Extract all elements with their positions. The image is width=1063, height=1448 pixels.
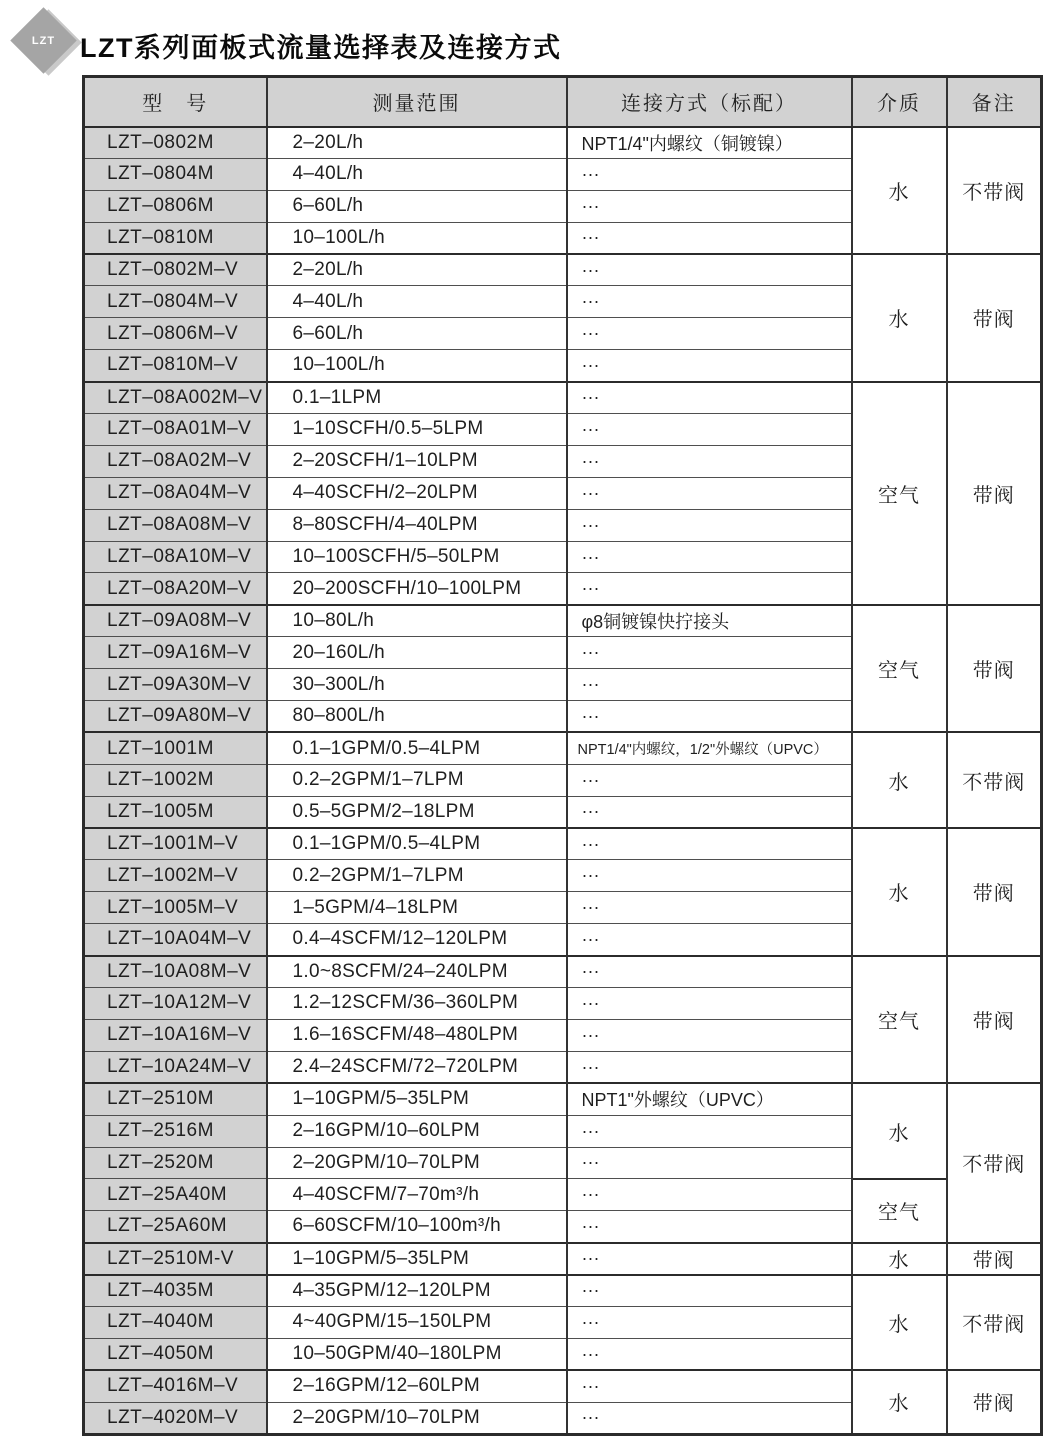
range-cell: 2–16GPM/10–60LPM — [267, 1115, 567, 1147]
remark-cell: 不带阀 — [947, 1275, 1042, 1371]
remark-cell: 带阀 — [947, 1370, 1042, 1434]
column-header-range: 测量范围 — [267, 77, 567, 127]
range-cell: 2–20GPM/10–70LPM — [267, 1147, 567, 1179]
range-cell: 2–20L/h — [267, 127, 567, 159]
connection-cell: ··· — [567, 701, 852, 733]
table-row — [84, 127, 1042, 159]
table-row — [84, 732, 1042, 764]
model-cell: LZT–08A02M–V — [84, 445, 267, 477]
range-cell: 2–16GPM/12–60LPM — [267, 1370, 567, 1402]
remark-cell: 不带阀 — [947, 127, 1042, 255]
model-cell: LZT–4050M — [84, 1338, 267, 1370]
range-cell: 2–20SCFH/1–10LPM — [267, 445, 567, 477]
page-title: LZT系列面板式流量选择表及连接方式 — [80, 33, 562, 63]
table-body — [84, 127, 1042, 1435]
table-row — [84, 254, 1042, 286]
connection-cell: ··· — [567, 1211, 852, 1243]
medium-cell: 空气 — [852, 956, 947, 1084]
model-cell: LZT–09A08M–V — [84, 605, 267, 637]
range-cell: 0.5–5GPM/2–18LPM — [267, 796, 567, 828]
medium-cell: 空气 — [852, 1179, 947, 1243]
connection-cell: ··· — [567, 669, 852, 701]
range-cell: 4–40SCFH/2–20LPM — [267, 477, 567, 509]
model-cell: LZT–08A002M–V — [84, 382, 267, 414]
connection-cell: ··· — [567, 541, 852, 573]
range-cell: 10–100SCFH/5–50LPM — [267, 541, 567, 573]
model-cell: LZT–10A04M–V — [84, 924, 267, 956]
table-row — [84, 1370, 1042, 1402]
connection-cell: ··· — [567, 1147, 852, 1179]
connection-cell: ··· — [567, 190, 852, 222]
medium-cell: 空气 — [852, 382, 947, 605]
model-cell: LZT–0810M — [84, 222, 267, 254]
connection-cell: ··· — [567, 158, 852, 190]
connection-cell: ··· — [567, 1115, 852, 1147]
range-cell: 1.6–16SCFM/48–480LPM — [267, 1019, 567, 1051]
remark-cell: 带阀 — [947, 828, 1042, 956]
connection-cell: ··· — [567, 1051, 852, 1083]
range-cell: 0.2–2GPM/1–7LPM — [267, 764, 567, 796]
connection-cell: φ8铜镀镍快拧接头 — [567, 605, 852, 637]
range-cell: 1.2–12SCFM/36–360LPM — [267, 988, 567, 1020]
connection-cell: ··· — [567, 860, 852, 892]
range-cell: 0.1–1GPM/0.5–4LPM — [267, 732, 567, 764]
connection-cell: ··· — [567, 254, 852, 286]
model-cell: LZT–0806M–V — [84, 318, 267, 350]
model-cell: LZT–08A01M–V — [84, 414, 267, 446]
table-row — [84, 605, 1042, 637]
model-cell: LZT–1001M–V — [84, 828, 267, 860]
model-cell: LZT–0806M — [84, 190, 267, 222]
connection-cell: ··· — [567, 796, 852, 828]
medium-cell: 水 — [852, 732, 947, 828]
medium-cell: 水 — [852, 1275, 947, 1371]
column-header-connection: 连接方式（标配） — [567, 77, 852, 127]
medium-cell: 水 — [852, 1243, 947, 1275]
range-cell: 0.1–1GPM/0.5–4LPM — [267, 828, 567, 860]
connection-cell: ··· — [567, 988, 852, 1020]
connection-cell: ··· — [567, 956, 852, 988]
range-cell: 2.4–24SCFM/72–720LPM — [267, 1051, 567, 1083]
model-cell: LZT–08A08M–V — [84, 509, 267, 541]
remark-cell: 带阀 — [947, 956, 1042, 1084]
logo-text: LZT — [31, 34, 56, 47]
model-cell: LZT–1001M — [84, 732, 267, 764]
selection-table — [82, 75, 1043, 1436]
remark-cell: 不带阀 — [947, 732, 1042, 828]
medium-cell: 水 — [852, 254, 947, 382]
connection-cell: ··· — [567, 637, 852, 669]
medium-cell: 空气 — [852, 605, 947, 733]
range-cell: 4–40SCFM/7–70m³/h — [267, 1179, 567, 1211]
range-cell: 1–10SCFH/0.5–5LPM — [267, 414, 567, 446]
connection-cell: ··· — [567, 573, 852, 605]
model-cell: LZT–25A60M — [84, 1211, 267, 1243]
remark-cell: 带阀 — [947, 382, 1042, 605]
connection-cell: NPT1/4"内螺纹，1/2"外螺纹（UPVC） — [567, 732, 852, 764]
range-cell: 2–20GPM/10–70LPM — [267, 1402, 567, 1434]
table-row — [84, 1179, 1042, 1211]
range-cell: 10–100L/h — [267, 350, 567, 382]
connection-cell: ··· — [567, 764, 852, 796]
model-cell: LZT–10A08M–V — [84, 956, 267, 988]
range-cell: 1.0~8SCFM/24–240LPM — [267, 956, 567, 988]
range-cell: 6–60SCFM/10–100m³/h — [267, 1211, 567, 1243]
column-header-remark: 备注 — [947, 77, 1042, 127]
range-cell: 10–80L/h — [267, 605, 567, 637]
model-cell: LZT–25A40M — [84, 1179, 267, 1211]
connection-cell: NPT1"外螺纹（UPVC） — [567, 1083, 852, 1115]
model-cell: LZT–0810M–V — [84, 350, 267, 382]
model-cell: LZT–1002M — [84, 764, 267, 796]
connection-cell: ··· — [567, 924, 852, 956]
model-cell: LZT–09A80M–V — [84, 701, 267, 733]
range-cell: 8–80SCFH/4–40LPM — [267, 509, 567, 541]
range-cell: 1–10GPM/5–35LPM — [267, 1243, 567, 1275]
remark-cell: 带阀 — [947, 254, 1042, 382]
model-cell: LZT–08A20M–V — [84, 573, 267, 605]
model-cell: LZT–4016M–V — [84, 1370, 267, 1402]
range-cell: 0.1–1LPM — [267, 382, 567, 414]
range-cell: 4–35GPM/12–120LPM — [267, 1275, 567, 1307]
lzt-logo — [4, 2, 84, 82]
connection-cell: ··· — [567, 1275, 852, 1307]
connection-cell: ··· — [567, 1179, 852, 1211]
range-cell: 4–40L/h — [267, 158, 567, 190]
connection-cell: ··· — [567, 286, 852, 318]
header-row — [84, 77, 1042, 127]
model-cell: LZT–2510M — [84, 1083, 267, 1115]
model-cell: LZT–4040M — [84, 1306, 267, 1338]
model-cell: LZT–4020M–V — [84, 1402, 267, 1434]
model-cell: LZT–0804M–V — [84, 286, 267, 318]
connection-cell: ··· — [567, 445, 852, 477]
range-cell: 0.2–2GPM/1–7LPM — [267, 860, 567, 892]
model-cell: LZT–2520M — [84, 1147, 267, 1179]
range-cell: 10–100L/h — [267, 222, 567, 254]
connection-cell: ··· — [567, 1370, 852, 1402]
range-cell: 4–40L/h — [267, 286, 567, 318]
range-cell: 30–300L/h — [267, 669, 567, 701]
medium-cell: 水 — [852, 1370, 947, 1434]
page-heading — [0, 0, 1063, 75]
model-cell: LZT–0804M — [84, 158, 267, 190]
connection-cell: ··· — [567, 892, 852, 924]
medium-cell: 水 — [852, 1083, 947, 1179]
model-cell: LZT–10A16M–V — [84, 1019, 267, 1051]
range-cell: 0.4–4SCFM/12–120LPM — [267, 924, 567, 956]
table-row — [84, 1275, 1042, 1307]
table-row — [84, 956, 1042, 988]
connection-cell: ··· — [567, 1338, 852, 1370]
connection-cell: ··· — [567, 222, 852, 254]
remark-cell: 带阀 — [947, 1243, 1042, 1275]
model-cell: LZT–10A24M–V — [84, 1051, 267, 1083]
model-cell: LZT–08A04M–V — [84, 477, 267, 509]
model-cell: LZT–0802M–V — [84, 254, 267, 286]
connection-cell: ··· — [567, 1402, 852, 1434]
table-row — [84, 1243, 1042, 1275]
range-cell: 2–20L/h — [267, 254, 567, 286]
medium-cell: 水 — [852, 828, 947, 956]
connection-cell: ··· — [567, 1243, 852, 1275]
model-cell: LZT–08A10M–V — [84, 541, 267, 573]
range-cell: 10–50GPM/40–180LPM — [267, 1338, 567, 1370]
table-row — [84, 1083, 1042, 1115]
model-cell: LZT–2516M — [84, 1115, 267, 1147]
model-cell: LZT–1002M–V — [84, 860, 267, 892]
model-cell: LZT–09A16M–V — [84, 637, 267, 669]
connection-cell: ··· — [567, 414, 852, 446]
connection-cell: ··· — [567, 318, 852, 350]
medium-cell: 水 — [852, 127, 947, 255]
connection-cell: ··· — [567, 1019, 852, 1051]
model-cell: LZT–1005M — [84, 796, 267, 828]
model-cell: LZT–09A30M–V — [84, 669, 267, 701]
range-cell: 4~40GPM/15–150LPM — [267, 1306, 567, 1338]
remark-cell: 带阀 — [947, 605, 1042, 733]
model-cell: LZT–10A12M–V — [84, 988, 267, 1020]
range-cell: 6–60L/h — [267, 318, 567, 350]
range-cell: 20–160L/h — [267, 637, 567, 669]
range-cell: 1–5GPM/4–18LPM — [267, 892, 567, 924]
range-cell: 80–800L/h — [267, 701, 567, 733]
table-row — [84, 828, 1042, 860]
connection-cell: ··· — [567, 382, 852, 414]
range-cell: 6–60L/h — [267, 190, 567, 222]
model-cell: LZT–2510M-V — [84, 1243, 267, 1275]
remark-cell: 不带阀 — [947, 1083, 1042, 1242]
model-cell: LZT–4035M — [84, 1275, 267, 1307]
range-cell: 20–200SCFH/10–100LPM — [267, 573, 567, 605]
connection-cell: ··· — [567, 828, 852, 860]
connection-cell: NPT1/4"内螺纹（铜镀镍） — [567, 127, 852, 159]
connection-cell: ··· — [567, 350, 852, 382]
column-header-model: 型 号 — [84, 77, 267, 127]
model-cell: LZT–0802M — [84, 127, 267, 159]
model-cell: LZT–1005M–V — [84, 892, 267, 924]
table-row — [84, 382, 1042, 414]
connection-cell: ··· — [567, 477, 852, 509]
connection-cell: ··· — [567, 1306, 852, 1338]
connection-cell: ··· — [567, 509, 852, 541]
column-header-medium: 介质 — [852, 77, 947, 127]
range-cell: 1–10GPM/5–35LPM — [267, 1083, 567, 1115]
